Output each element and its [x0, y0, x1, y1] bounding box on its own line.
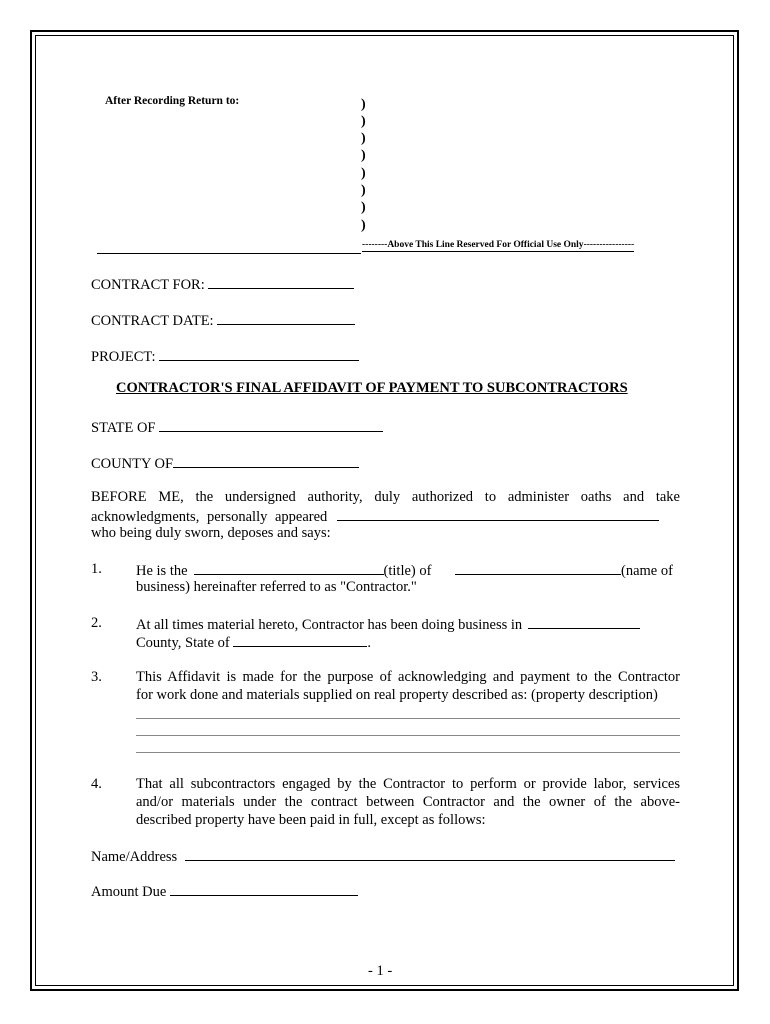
- item-1-line-2: business) hereinafter referred to as "Contractor.": [136, 579, 417, 595]
- project-label: PROJECT:: [91, 349, 156, 365]
- contract-date-field[interactable]: [217, 310, 355, 325]
- intro-line-1: BEFORE ME, the undersigned authority, duly authorized to administer oaths and take: [91, 489, 680, 505]
- business-name-field[interactable]: [455, 560, 621, 575]
- name-of-text: (name of: [621, 563, 673, 579]
- item-3-line-1: This Affidavit is made for the purpose of acknowledging and payment to the Contractor: [136, 669, 680, 685]
- he-is-the-text: He is the: [136, 563, 188, 579]
- name-address-field[interactable]: [185, 846, 675, 861]
- appeared-label: acknowledgments, personally appeared: [91, 509, 328, 525]
- item-4-line-3: described property have been paid in full, except as follows:: [136, 812, 486, 828]
- bracket-paren: ): [361, 114, 366, 129]
- bracket-paren: ): [361, 131, 366, 146]
- official-use-line: [362, 240, 634, 252]
- intro-line-3: who being duly sworn, deposes and says:: [91, 525, 331, 541]
- amount-due-field[interactable]: [170, 881, 358, 896]
- state-label: STATE OF: [91, 420, 156, 436]
- contract-for-row: [91, 274, 354, 294]
- project-field[interactable]: [159, 346, 359, 361]
- bracket-paren: ): [361, 97, 366, 112]
- bracket-paren: ): [361, 183, 366, 198]
- dashes-left: --------: [362, 240, 388, 250]
- name-address-row: [91, 846, 675, 866]
- dashes-right: ----------------: [583, 240, 635, 250]
- bracket-paren: ): [361, 200, 366, 215]
- return-to-label: After Recording Return to:: [105, 95, 240, 107]
- name-address-label: Name/Address: [91, 849, 178, 865]
- county-state-text: County, State of: [136, 635, 230, 651]
- intro-line-2: [91, 506, 659, 526]
- item-4-number: 4.: [91, 776, 102, 792]
- period: .: [367, 635, 371, 651]
- county-label: COUNTY OF: [91, 456, 174, 472]
- title-of-text: (title) of: [383, 563, 432, 579]
- item-2-line-1: [136, 614, 640, 634]
- state-field[interactable]: [159, 417, 383, 432]
- bracket-paren: ): [361, 218, 366, 233]
- item-1-number: 1.: [91, 561, 102, 577]
- doing-business-text: At all times material hereto, Contractor has been doing business in: [136, 617, 523, 633]
- page-number: - 1 -: [368, 963, 393, 979]
- amount-due-label: Amount Due: [91, 884, 167, 900]
- contract-for-field[interactable]: [208, 274, 354, 289]
- property-description-line[interactable]: [136, 752, 680, 753]
- item-4-line-2: and/or materials under the contract between Contractor and the owner of the above-: [136, 794, 680, 810]
- title-field[interactable]: [194, 560, 384, 575]
- business-county-field[interactable]: [528, 614, 640, 629]
- bracket-paren: ): [361, 148, 366, 163]
- item-2-number: 2.: [91, 615, 102, 631]
- item-1-business: [455, 560, 673, 580]
- document-title: CONTRACTOR'S FINAL AFFIDAVIT OF PAYMENT TO SUBCONTRACTORS: [116, 380, 628, 396]
- business-state-field[interactable]: [233, 632, 367, 647]
- item-3-number: 3.: [91, 669, 102, 685]
- item-3-line-2: for work done and materials supplied on real property described as: (property description): [136, 687, 658, 703]
- item-1-line-1: [136, 560, 431, 580]
- state-row: [91, 417, 383, 437]
- official-use-text: Above This Line Reserved For Official Use Only: [387, 240, 584, 250]
- bracket-paren: ): [361, 166, 366, 181]
- contract-for-label: CONTRACT FOR:: [91, 277, 205, 293]
- contract-date-row: [91, 310, 355, 330]
- amount-due-row: [91, 881, 358, 901]
- property-description-line[interactable]: [136, 735, 680, 736]
- project-row: [91, 346, 359, 366]
- official-use-rule: [97, 253, 361, 254]
- property-description-line[interactable]: [136, 718, 680, 719]
- county-row: [91, 453, 359, 473]
- contract-date-label: CONTRACT DATE:: [91, 313, 214, 329]
- item-4-line-1: That all subcontractors engaged by the Contractor to perform or provide labor, services: [136, 776, 680, 792]
- county-field[interactable]: [173, 453, 359, 468]
- affiant-name-field[interactable]: [337, 506, 659, 521]
- item-2-line-2: [136, 632, 371, 652]
